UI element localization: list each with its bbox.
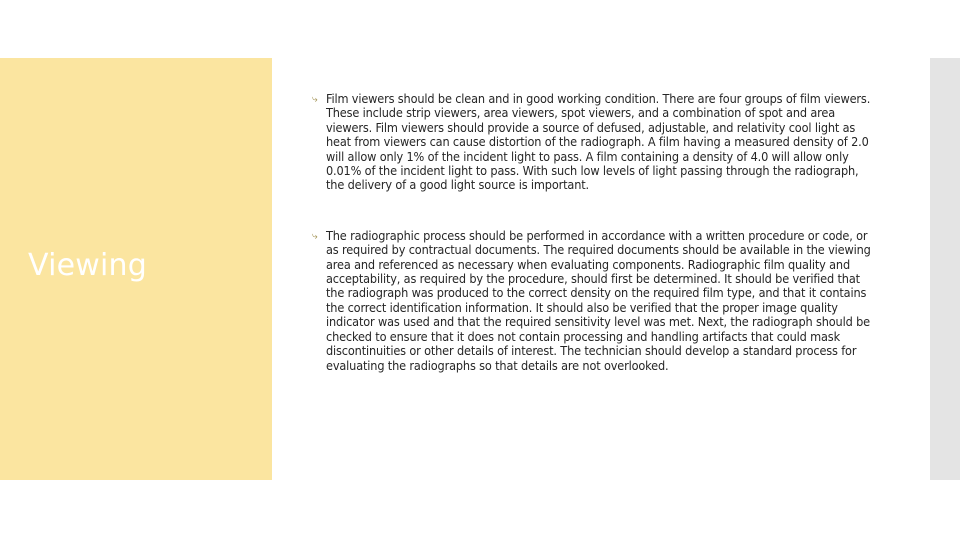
bullet-text: Film viewers should be clean and in good working condition. There are four groups of film viewers. These include strip viewers, area viewers, spot viewers, and a combination of spot and area viewers. Film viewers should provide a source of defused, adjustable, and relativity cool light as heat from viewers can cause distortion of the radiograph. A film having a measured density of 2.0 will allow only 1% of the incident light to pass. A film containing a density of 4.0 will allow only 0.01% of the incident light to pass. With such low levels of light passing through the radiograph, the delivery of a good light source is important. (326, 91, 871, 193)
curved-arrow-bullet-icon: ⤷ (312, 94, 318, 105)
bullet-list (312, 92, 877, 373)
right-edge-strip (930, 58, 960, 480)
bullet-text: The radiographic process should be performed in accordance with a written procedure or code, or as required by contractual documents. The required documents should be available in the viewing area and referenced as necessary when evaluating components. Radiographic film quality and acceptability, as required by the procedure, should first be determined. It should be verified that the radiograph was produced to the correct density on the required film type, and that it contains the correct identification information. It should also be verified that the proper image quality indicator was used and that the required sensitivity level was met. Next, the radiograph should be checked to ensure that it does not contain processing and handling artifacts that could mask discontinuities or other details of interest. The technician should develop a standard process for evaluating the radiographs so that details are not overlooked. (326, 227, 871, 373)
bullet-item-radiographic-process (312, 229, 877, 373)
slide-title: Viewing (28, 248, 147, 283)
bullet-item-film-viewers (312, 92, 877, 193)
curved-arrow-bullet-icon: ⤷ (312, 230, 318, 242)
